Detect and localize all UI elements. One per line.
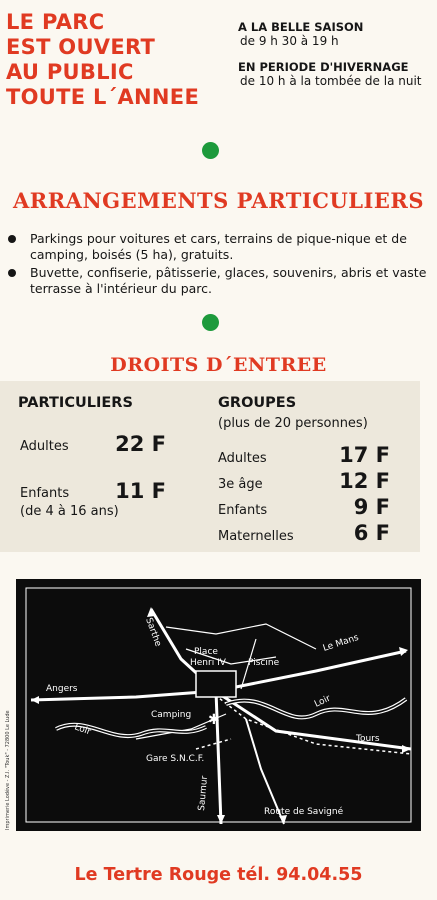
heading-line: TOUTE L´ANNEE [6,85,200,109]
arrangements-title: ARRANGEMENTS PARTICULIERS [12,188,424,213]
group-adults-label: Adultes [218,451,267,466]
groups-heading: GROUPES [218,395,297,411]
bullet-icon [8,269,16,277]
group-adults-price: 17 F [339,443,390,467]
label-le-mans: Le Mans [321,632,361,654]
green-dot-separator [202,142,219,159]
label-camping: Camping [151,710,192,720]
group-nursery-price: 6 F [353,521,390,545]
railway-line [196,739,231,749]
label-angers: Angers [46,684,78,694]
green-dot-separator [202,314,219,331]
heading-line: AU PUBLIC [6,60,134,84]
label-loir: Loir [72,722,92,738]
adults-label: Adultes [20,439,69,454]
park-star-icon: ✱ [208,712,220,728]
location-map [16,579,421,831]
bullet-icon [8,235,16,243]
children-label: Enfants [20,486,70,501]
label-sarthe: Sarthe [143,616,163,648]
list-item-text: Buvette, confiserie, pâtisserie, glaces, souvenirs, abris et vaste terrasse à l'intérieur du parc. [30,265,427,296]
arrow-down-icon [217,815,225,824]
label-saumur: Saumur [197,775,211,812]
winter-hours: de 10 h à la tombée de la nuit [240,74,422,88]
label-loir: Loir [313,693,333,710]
label-gare: Gare S.N.C.F. [146,754,205,764]
price-panel [0,381,420,552]
secondary-road [166,624,316,649]
label-route-savigne: Route de Savigné [264,807,344,817]
group-children-label: Enfants [218,503,268,518]
group-seniors-price: 12 F [339,469,390,493]
group-seniors-label: 3e âge [218,477,263,492]
arrow-right-icon [399,647,408,656]
entry-fees-title: DROITS D´ENTREE [110,354,327,376]
children-age-note: (de 4 à 16 ans) [20,504,119,519]
label-tours: Tours [356,734,380,744]
adults-price: 22 F [115,432,166,456]
group-children-price: 9 F [353,495,390,519]
list-item-text: Parkings pour voitures et cars, terrains de pique-nique et de camping, boisés (5 ha), gratuits. [30,231,407,262]
individuals-heading: PARTICULIERS [18,395,133,411]
heading-line: LE PARC [6,10,105,34]
label-place-henri: Henri IV [190,658,226,668]
season-hours: de 9 h 30 à 19 h [240,34,339,48]
list-item [6,231,431,263]
groups-note: (plus de 20 personnes) [218,416,368,431]
children-price: 11 F [115,479,166,503]
arrow-left-icon [31,696,39,704]
printer-imprint: Imprimerie Lodéve - Z.I. "Touk" - 72800 Le Lude [5,710,11,830]
season-heading: A LA BELLE SAISON [238,20,364,34]
town-center [196,671,236,697]
contact-footer: Le Tertre Rouge tél. 94.04.55 [74,865,363,885]
label-piscine: Piscine [248,658,280,668]
arrow-right-icon [402,745,411,753]
map-drawing [16,579,421,831]
label-place-henri: Place [194,647,218,657]
list-item [6,265,431,297]
winter-heading: EN PERIODE D'HIVERNAGE [238,60,409,74]
arrangements-list [6,231,431,299]
heading-line: EST OUVERT [6,35,156,59]
group-nursery-label: Maternelles [218,529,294,544]
opening-hours [238,20,434,88]
park-open-heading [6,10,221,110]
